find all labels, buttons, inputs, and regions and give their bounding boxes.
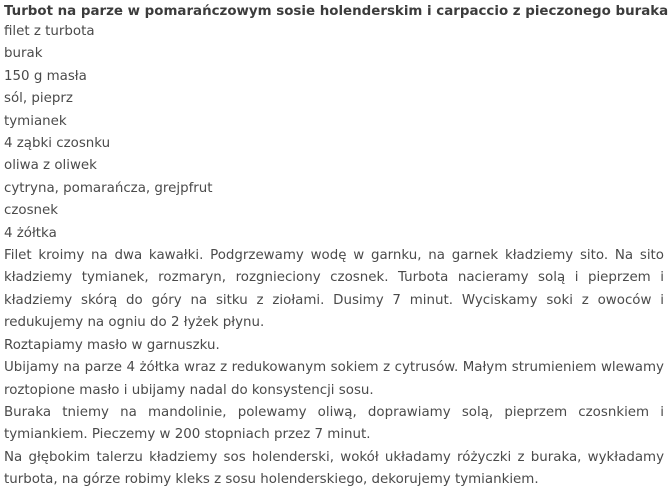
ingredient-list	[4, 21, 664, 245]
step-item: Roztapiamy masło w garnuszku.	[4, 337, 220, 353]
ingredient-item: sól, pieprz	[4, 91, 73, 107]
ingredient-item: filet z turbota	[4, 24, 95, 39]
step-item: Na głębokim talerzu kładziemy sos holenderski, wokół układamy różyczki z buraka, wykładamy turbota, na górze robimy kleks z sosu holenderskiego, dekorujemy tymiankiem.	[4, 449, 664, 488]
ingredient-item: 4 ząbki czosnku	[4, 136, 111, 152]
ingredient-item: 150 g masła	[4, 68, 87, 84]
ingredient-item: czosnek	[4, 203, 59, 219]
ingredient-item: cytryna, pomarańcza, grejpfrut	[4, 180, 213, 196]
ingredient-item: tymianek	[4, 113, 67, 129]
step-item: Buraka tniemy na mandolinie, polewamy oliwą, doprawiamy solą, pieprzem czosnkiem i tymiankiem. Pieczemy w 200 stopniach przez 7 minut.	[4, 404, 664, 443]
ingredient-item: oliwa z oliwek	[4, 158, 97, 174]
step-item: Filet kroimy na dwa kawałki. Podgrzewamy wodę w garnku, na garnek kładziemy sito. Na sito kładziemy tymianek, rozmaryn, rozgnieciony czosnek. Turbota nacieramy solą i pieprzem i kładziemy skórą do góry na sitku z ziołami. Dusimy 7 minut. Wyciskamy soki z owoców i redukujemy na ogniu do 2 łyżek płynu.	[4, 248, 664, 331]
recipe-title: Turbot na parze w pomarańczowym sosie holenderskim i carpaccio z pieczonego buraka	[4, 4, 668, 19]
step-item: Ubijamy na parze 4 żółtka wraz z redukowanym sokiem z cytrusów. Małym strumieniem wlewamy roztopione masło i ubijamy nadal do konsystencji sosu.	[4, 360, 664, 398]
step-list	[4, 245, 664, 491]
ingredient-item: burak	[4, 46, 43, 62]
ingredient-item: 4 żółtka	[4, 225, 57, 241]
